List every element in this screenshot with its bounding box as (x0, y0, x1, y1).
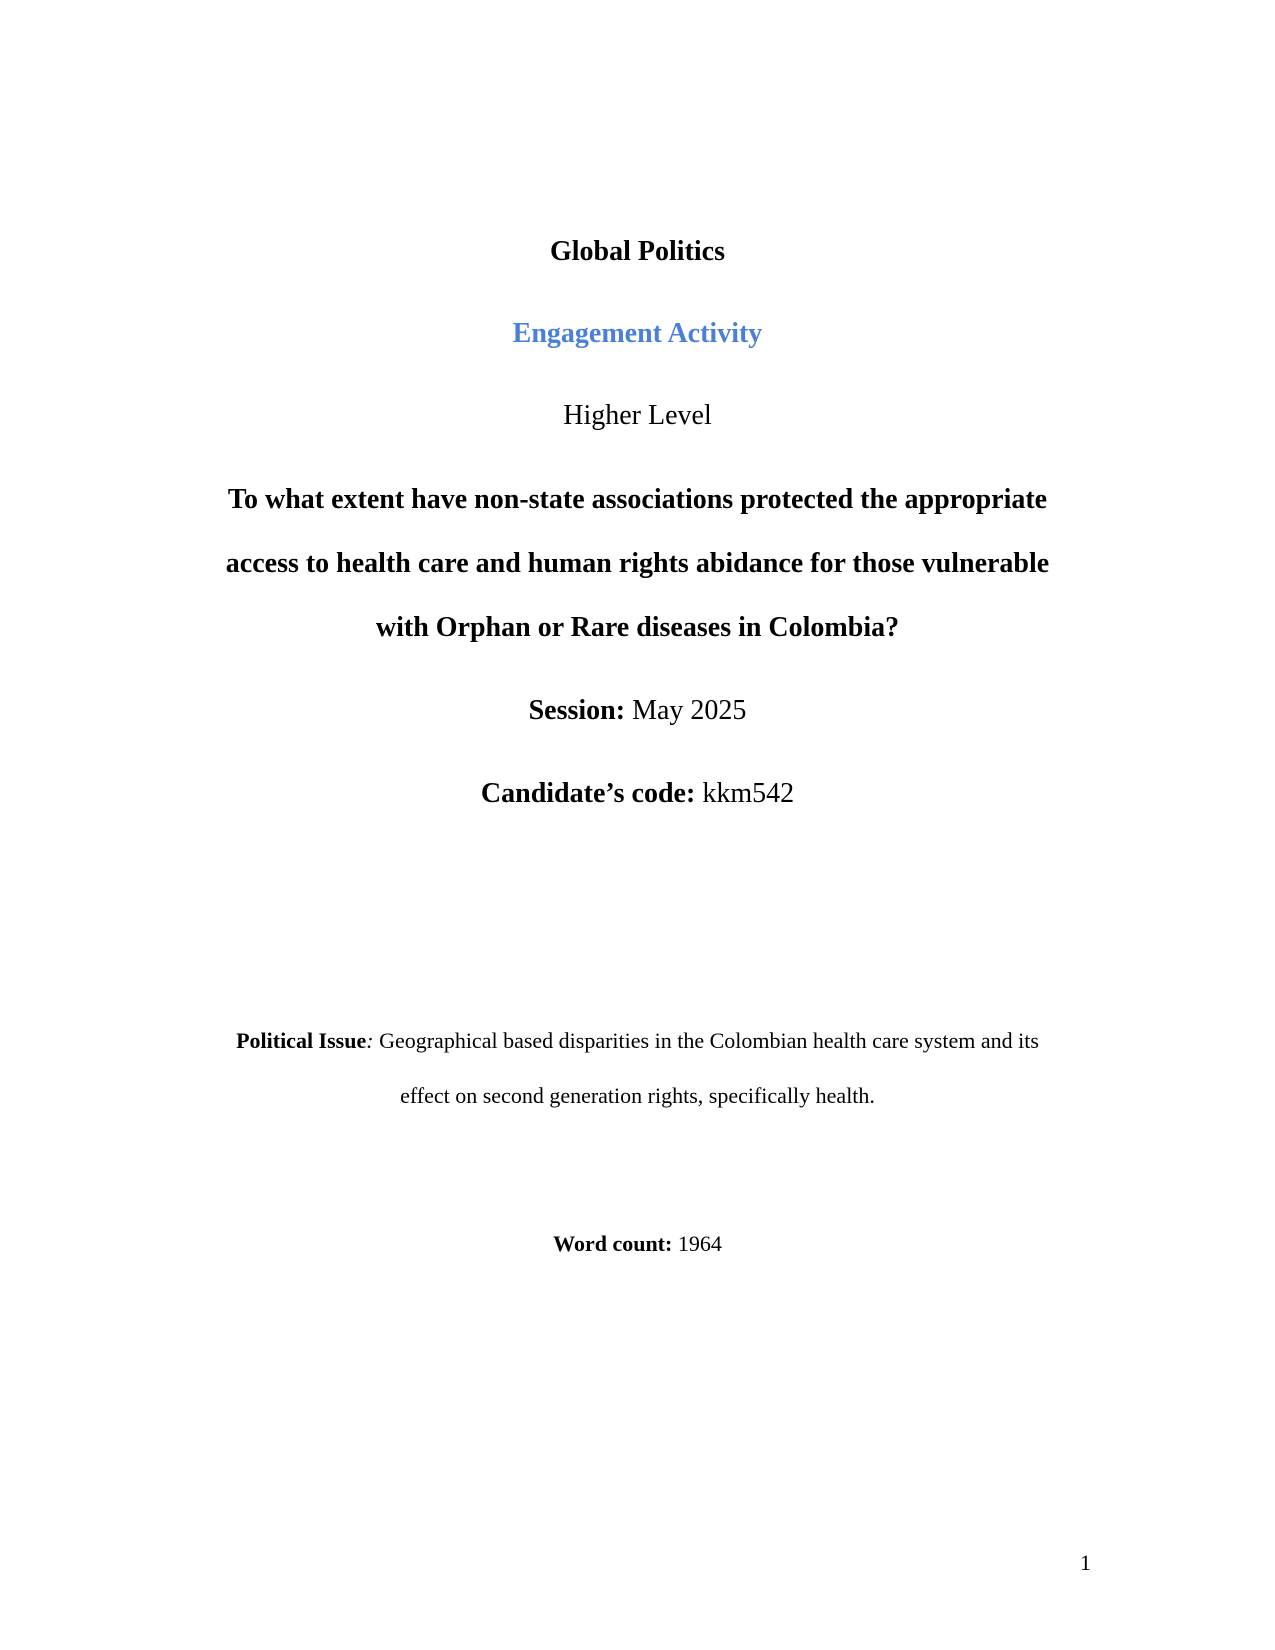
political-issue-line: effect on second generation rights, specifically health. (400, 1083, 875, 1108)
word-count-value: 1964 (677, 1231, 722, 1256)
research-question-line: with Orphan or Rare diseases in Colombia? (375, 612, 900, 643)
session-line (0, 695, 1275, 727)
political-issue-line (0, 1028, 1275, 1054)
component-title: Engagement Activity (512, 318, 763, 349)
research-question-line: access to health care and human rights abidance for those vulnerable (225, 548, 1050, 579)
candidate-code-label: Candidate’s code: (480, 778, 696, 809)
level-label: Higher Level (563, 400, 712, 431)
subject-title: Global Politics (550, 236, 725, 267)
session-label: Session: (528, 695, 626, 726)
political-issue-label: Political Issue (236, 1028, 367, 1053)
word-count-label: Word count: (553, 1231, 673, 1256)
page-number: 1 (1080, 1550, 1091, 1575)
session-value: May 2025 (632, 695, 747, 726)
research-question-line: To what extent have non-state associations protected the appropriate (227, 484, 1048, 515)
political-issue-separator: : (366, 1028, 374, 1053)
political-issue-text: Geographical based disparities in the Colombian health care system and its (379, 1028, 1039, 1053)
word-count-line (0, 1231, 1275, 1257)
candidate-code-value: kkm542 (702, 778, 795, 809)
candidate-code-line (0, 778, 1275, 810)
